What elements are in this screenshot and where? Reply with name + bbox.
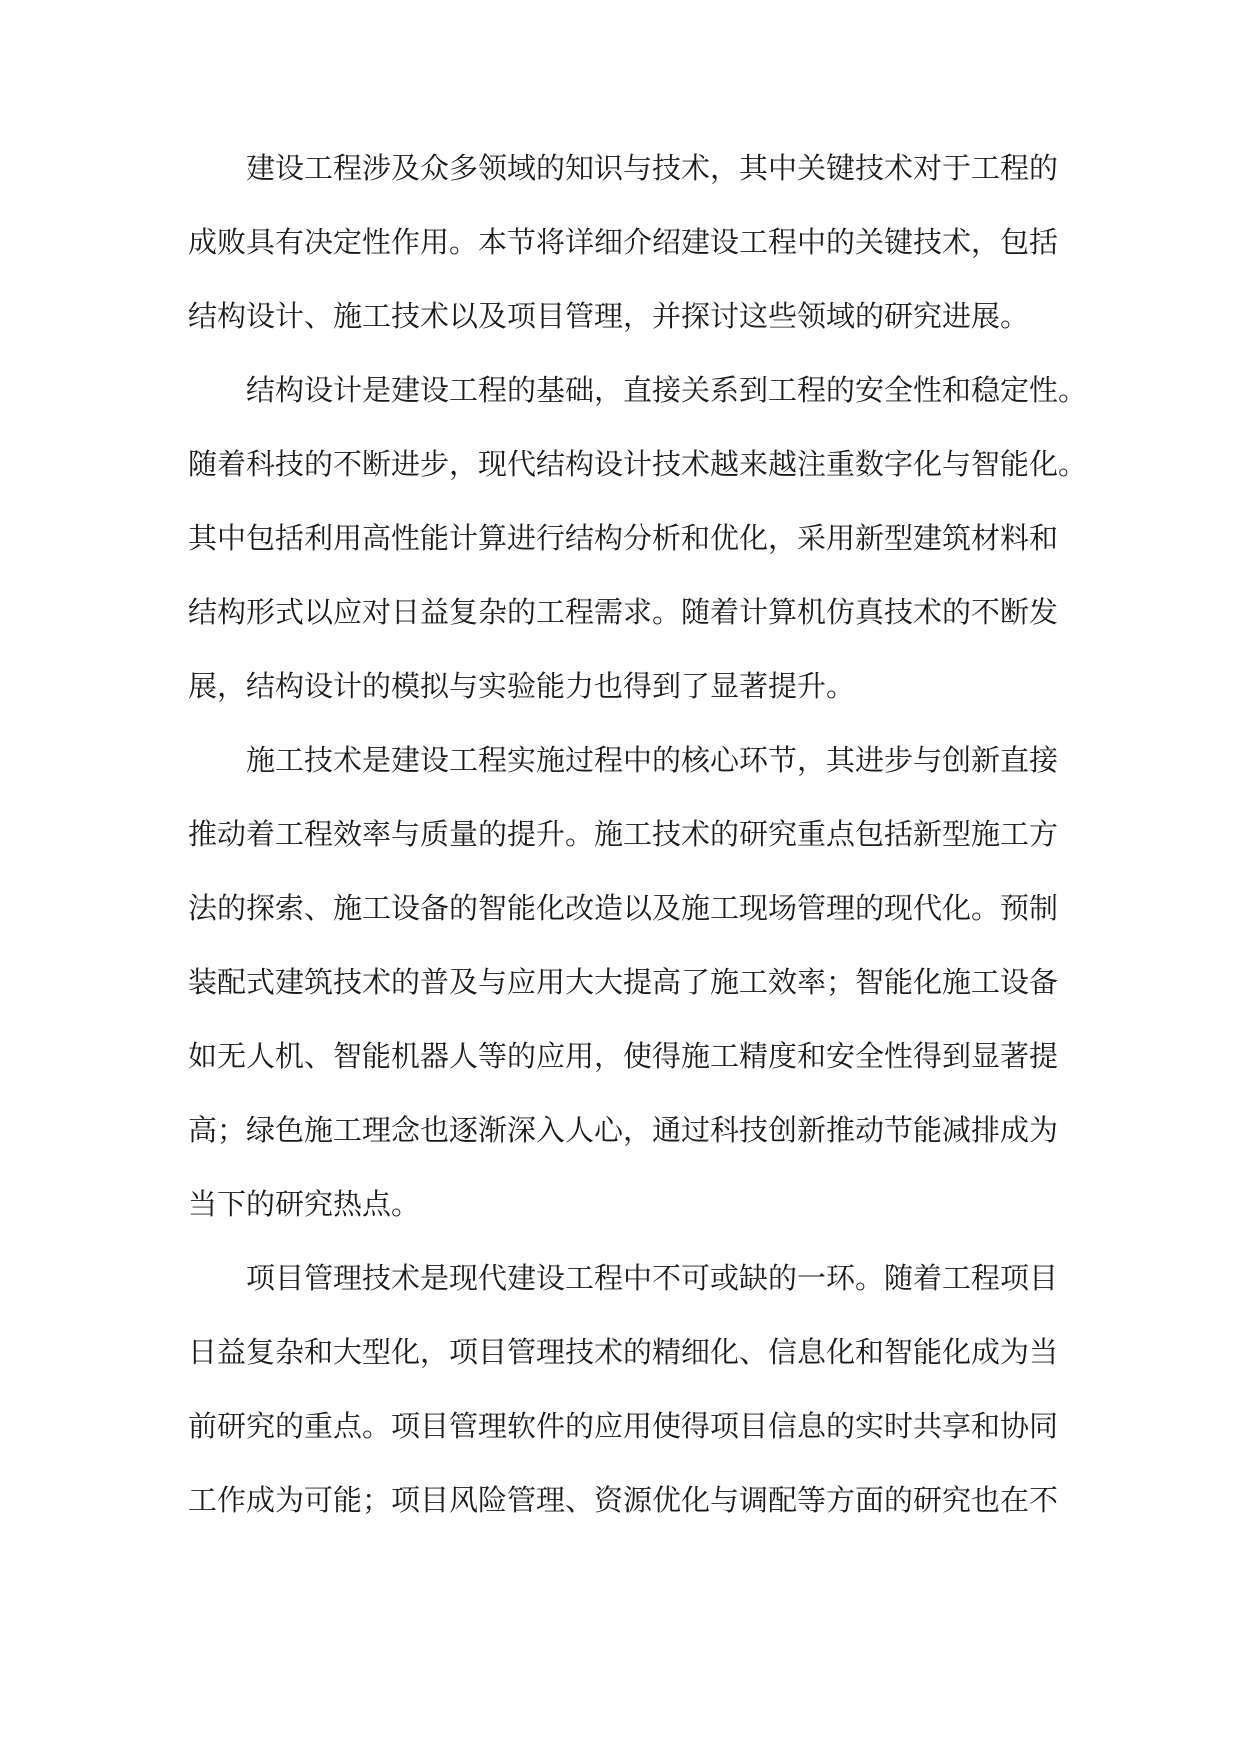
body-text [188,143,1088,1549]
paragraph-2-line-3: 其中包括利用高性能计算进行结构分析和优化，采用新型建筑材料和 [188,521,1059,555]
paragraph-4-line-1: 项目管理技术是现代建设工程中不可或缺的一环。随着工程项目 [246,1261,1059,1295]
paragraph-1-line-3: 结构设计、施工技术以及项目管理，并探讨这些领域的研究进展。 [188,299,1030,333]
paragraph-3-line-1: 施工技术是建设工程实施过程中的核心环节，其进步与创新直接 [246,743,1059,777]
paragraph-3-line-2: 推动着工程效率与质量的提升。施工技术的研究重点包括新型施工方 [188,817,1059,851]
paragraph-3-line-7: 当下的研究热点。 [188,1187,421,1221]
paragraph-2-line-1: 结构设计是建设工程的基础，直接关系到工程的安全性和稳定性。 [246,373,1088,407]
paragraph-3-line-5: 如无人机、智能机器人等的应用，使得施工精度和安全性得到显著提 [188,1039,1059,1073]
paragraph-2-line-2: 随着科技的不断进步，现代结构设计技术越来越注重数字化与智能化。 [188,447,1088,481]
paragraph-1-line-2: 成败具有决定性作用。本节将详细介绍建设工程中的关键技术，包括 [188,225,1059,259]
paragraph-4-line-2: 日益复杂和大型化，项目管理技术的精细化、信息化和智能化成为当 [188,1335,1059,1369]
paragraph-2-line-4: 结构形式以应对日益复杂的工程需求。随着计算机仿真技术的不断发 [188,595,1059,629]
paragraph-3-line-6: 高；绿色施工理念也逐渐深入人心，通过科技创新推动节能减排成为 [188,1113,1059,1147]
paragraph-1-line-1: 建设工程涉及众多领域的知识与技术，其中关键技术对于工程的 [246,151,1059,185]
paragraph-3-line-3: 法的探索、施工设备的智能化改造以及施工现场管理的现代化。预制 [188,891,1059,925]
paragraph-2-line-5: 展，结构设计的模拟与实验能力也得到了显著提升。 [188,669,856,703]
paragraph-4-line-3: 前研究的重点。项目管理软件的应用使得项目信息的实时共享和协同 [188,1409,1059,1443]
paragraph-4-line-4: 工作成为可能；项目风险管理、资源优化与调配等方面的研究也在不 [188,1483,1059,1517]
paragraph-3-line-4: 装配式建筑技术的普及与应用大大提高了施工效率；智能化施工设备 [188,965,1059,999]
